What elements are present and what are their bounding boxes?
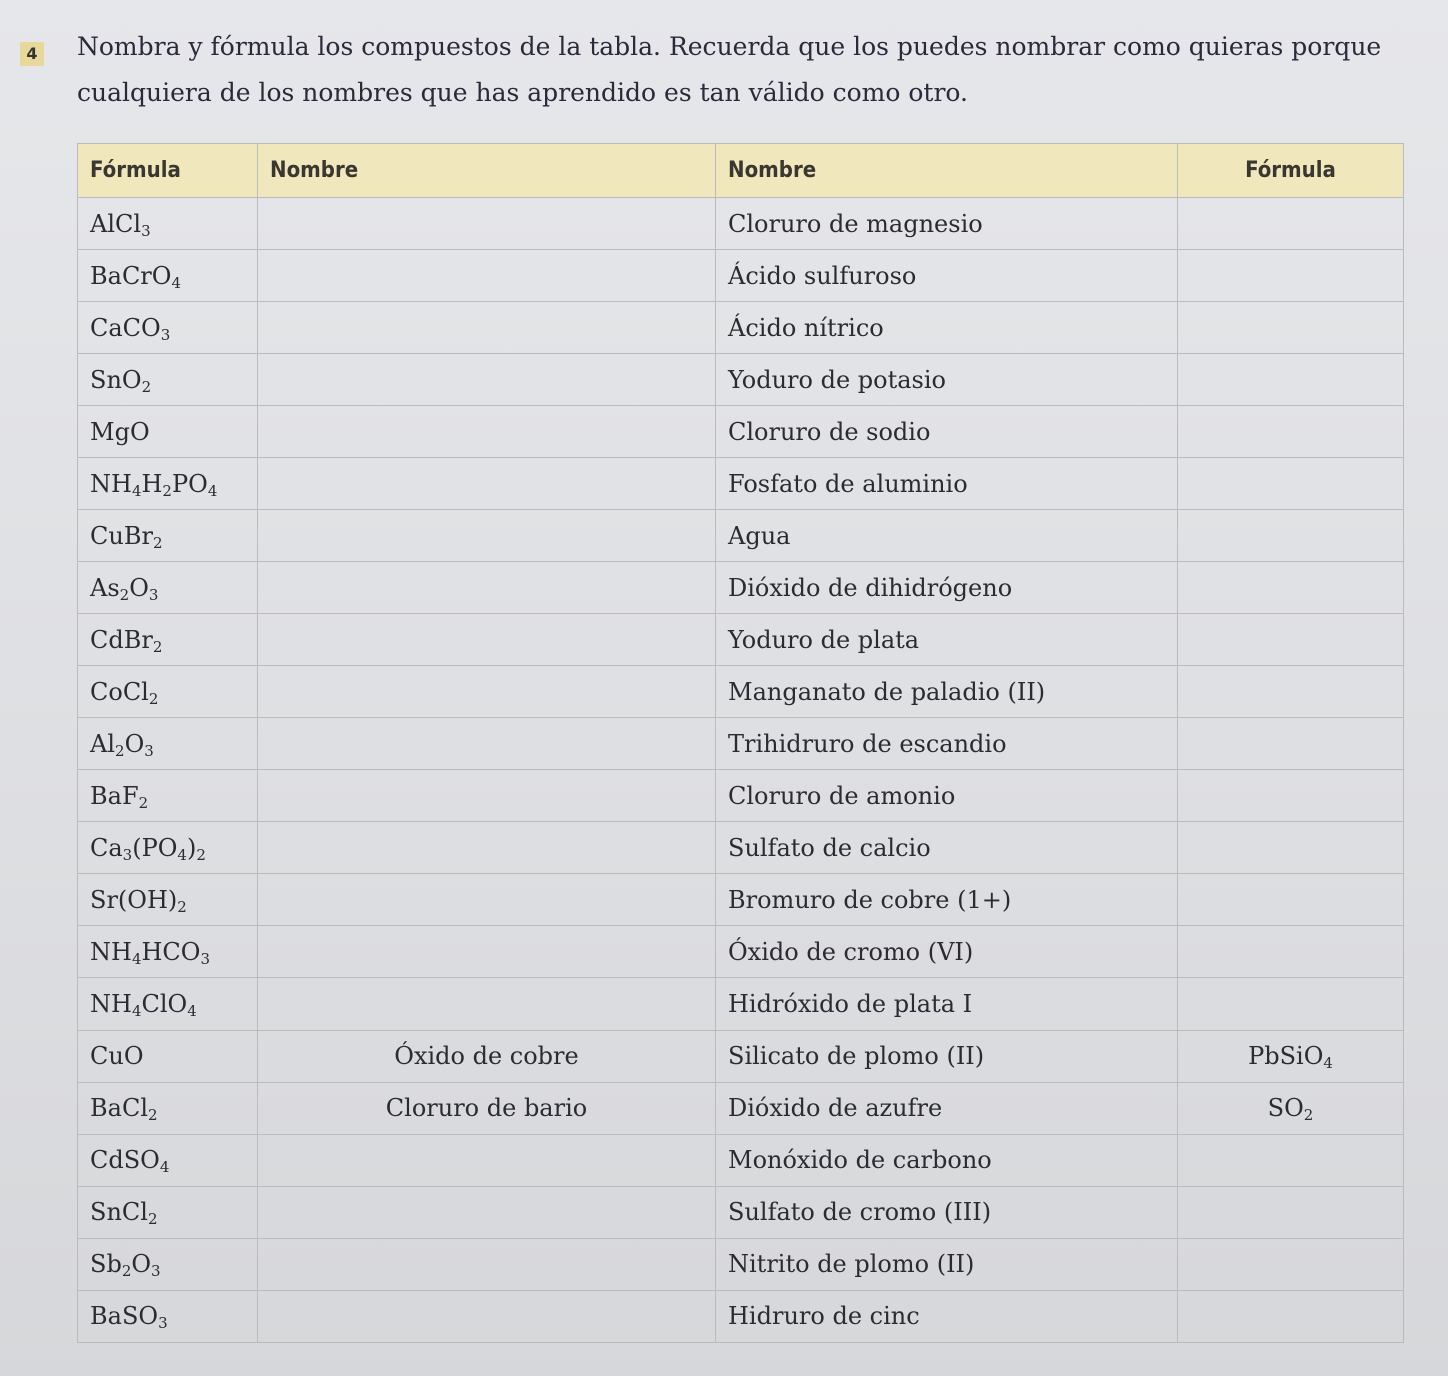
table-row bbox=[78, 1186, 1404, 1238]
name-cell: Ácido sulfuroso bbox=[716, 250, 1178, 302]
table-row bbox=[78, 1030, 1404, 1082]
name-answer-cell bbox=[258, 1238, 716, 1290]
name-answer-cell bbox=[258, 302, 716, 354]
formula-answer-cell bbox=[1178, 302, 1404, 354]
name-cell: Cloruro de sodio bbox=[716, 406, 1178, 458]
table-row bbox=[78, 770, 1404, 822]
formula-cell: CuO bbox=[78, 1030, 258, 1082]
name-answer-cell bbox=[258, 822, 716, 874]
formula-answer-cell bbox=[1178, 1290, 1404, 1342]
formula-cell: $NH_4HCO_3$ bbox=[78, 926, 258, 978]
formula-cell: CoCl$_2$ bbox=[78, 666, 258, 718]
name-answer-cell bbox=[258, 198, 716, 250]
header-formula-right: Fórmula bbox=[1178, 144, 1404, 198]
name-cell: Monóxido de carbono bbox=[716, 1134, 1178, 1186]
formula-answer-cell bbox=[1178, 458, 1404, 510]
compounds-table bbox=[77, 143, 1404, 1343]
formula-answer-cell bbox=[1178, 198, 1404, 250]
header-name-left: Nombre bbox=[258, 144, 716, 198]
name-answer-cell: Cloruro de bario bbox=[258, 1082, 716, 1134]
formula-cell: BaF$_2$ bbox=[78, 770, 258, 822]
table-row bbox=[78, 1290, 1404, 1342]
formula-answer-cell bbox=[1178, 510, 1404, 562]
formula-answer-cell bbox=[1178, 978, 1404, 1030]
name-cell: Cloruro de magnesio bbox=[716, 198, 1178, 250]
formula-cell: SnCl$_2$ bbox=[78, 1186, 258, 1238]
exercise-number-badge: 4 bbox=[20, 42, 44, 66]
formula-answer-cell bbox=[1178, 562, 1404, 614]
name-cell: Manganato de paladio (II) bbox=[716, 666, 1178, 718]
table-row bbox=[78, 1134, 1404, 1186]
name-cell: Ácido nítrico bbox=[716, 302, 1178, 354]
formula-answer-cell bbox=[1178, 1238, 1404, 1290]
formula-cell: CaCO$_3$ bbox=[78, 302, 258, 354]
formula-cell: $NH_4ClO_4$ bbox=[78, 978, 258, 1030]
table-row bbox=[78, 1238, 1404, 1290]
name-answer-cell bbox=[258, 1290, 716, 1342]
name-answer-cell bbox=[258, 250, 716, 302]
formula-answer-cell: $SO_2$ bbox=[1178, 1082, 1404, 1134]
name-cell: Cloruro de amonio bbox=[716, 770, 1178, 822]
formula-answer-cell bbox=[1178, 1186, 1404, 1238]
name-cell: Bromuro de cobre (1+) bbox=[716, 874, 1178, 926]
formula-cell: MgO bbox=[78, 406, 258, 458]
name-answer-cell bbox=[258, 978, 716, 1030]
table-row bbox=[78, 510, 1404, 562]
name-cell: Nitrito de plomo (II) bbox=[716, 1238, 1178, 1290]
table-row bbox=[78, 874, 1404, 926]
name-answer-cell bbox=[258, 406, 716, 458]
name-answer-cell: Óxido de cobre bbox=[258, 1030, 716, 1082]
header-formula-left: Fórmula bbox=[78, 144, 258, 198]
name-cell: Fosfato de aluminio bbox=[716, 458, 1178, 510]
table-row bbox=[78, 458, 1404, 510]
formula-cell: $NH_4H_2PO_4$ bbox=[78, 458, 258, 510]
name-answer-cell bbox=[258, 614, 716, 666]
table-header-row bbox=[78, 144, 1404, 198]
name-cell: Yoduro de plata bbox=[716, 614, 1178, 666]
name-cell: Hidruro de cinc bbox=[716, 1290, 1178, 1342]
formula-cell: $Sr(OH)_2$ bbox=[78, 874, 258, 926]
formula-cell: BaCrO$_4$ bbox=[78, 250, 258, 302]
formula-cell: BaCl$_2$ bbox=[78, 1082, 258, 1134]
name-cell: Hidróxido de plata I bbox=[716, 978, 1178, 1030]
formula-cell: CdSO$_4$ bbox=[78, 1134, 258, 1186]
name-answer-cell bbox=[258, 666, 716, 718]
formula-answer-cell bbox=[1178, 718, 1404, 770]
table-row bbox=[78, 406, 1404, 458]
formula-cell: CuBr$_2$ bbox=[78, 510, 258, 562]
formula-answer-cell bbox=[1178, 874, 1404, 926]
formula-cell: $Al_2O_3$ bbox=[78, 718, 258, 770]
formula-answer-cell: PbSiO$_4$ bbox=[1178, 1030, 1404, 1082]
formula-answer-cell bbox=[1178, 1134, 1404, 1186]
name-cell: Sulfato de cromo (III) bbox=[716, 1186, 1178, 1238]
name-answer-cell bbox=[258, 458, 716, 510]
table-row bbox=[78, 198, 1404, 250]
formula-cell: CdBr$_2$ bbox=[78, 614, 258, 666]
name-answer-cell bbox=[258, 354, 716, 406]
formula-cell: $Sb_2O_3$ bbox=[78, 1238, 258, 1290]
table-row bbox=[78, 822, 1404, 874]
table-row bbox=[78, 562, 1404, 614]
formula-cell: SnO$_2$ bbox=[78, 354, 258, 406]
formula-cell: AlCl$_3$ bbox=[78, 198, 258, 250]
formula-answer-cell bbox=[1178, 354, 1404, 406]
formula-answer-cell bbox=[1178, 666, 1404, 718]
name-answer-cell bbox=[258, 1186, 716, 1238]
table-row bbox=[78, 302, 1404, 354]
table-row bbox=[78, 978, 1404, 1030]
formula-answer-cell bbox=[1178, 926, 1404, 978]
formula-answer-cell bbox=[1178, 250, 1404, 302]
name-answer-cell bbox=[258, 770, 716, 822]
name-answer-cell bbox=[258, 510, 716, 562]
table-row bbox=[78, 666, 1404, 718]
name-answer-cell bbox=[258, 1134, 716, 1186]
formula-cell: $Ca_3(PO_4)_2$ bbox=[78, 822, 258, 874]
exercise-instruction: Nombra y fórmula los compuestos de la tabla. Recuerda que los puedes nombrar como quieras porque cualquiera de los nombres que has aprendido es tan válido como otro. bbox=[77, 32, 1382, 107]
formula-answer-cell bbox=[1178, 770, 1404, 822]
name-cell: Agua bbox=[716, 510, 1178, 562]
table-row bbox=[78, 718, 1404, 770]
formula-cell: $As_2O_3$ bbox=[78, 562, 258, 614]
header-name-right: Nombre bbox=[716, 144, 1178, 198]
name-answer-cell bbox=[258, 562, 716, 614]
name-cell: Silicato de plomo (II) bbox=[716, 1030, 1178, 1082]
name-answer-cell bbox=[258, 874, 716, 926]
name-cell: Óxido de cromo (VI) bbox=[716, 926, 1178, 978]
formula-cell: BaSO$_3$ bbox=[78, 1290, 258, 1342]
table-row bbox=[78, 926, 1404, 978]
name-cell: Dióxido de azufre bbox=[716, 1082, 1178, 1134]
formula-answer-cell bbox=[1178, 822, 1404, 874]
table-row bbox=[78, 614, 1404, 666]
formula-answer-cell bbox=[1178, 614, 1404, 666]
table-row bbox=[78, 1082, 1404, 1134]
name-cell: Dióxido de dihidrógeno bbox=[716, 562, 1178, 614]
name-answer-cell bbox=[258, 926, 716, 978]
name-cell: Yoduro de potasio bbox=[716, 354, 1178, 406]
name-cell: Sulfato de calcio bbox=[716, 822, 1178, 874]
name-cell: Trihidruro de escandio bbox=[716, 718, 1178, 770]
formula-answer-cell bbox=[1178, 406, 1404, 458]
table-row bbox=[78, 354, 1404, 406]
table-row bbox=[78, 250, 1404, 302]
name-answer-cell bbox=[258, 718, 716, 770]
